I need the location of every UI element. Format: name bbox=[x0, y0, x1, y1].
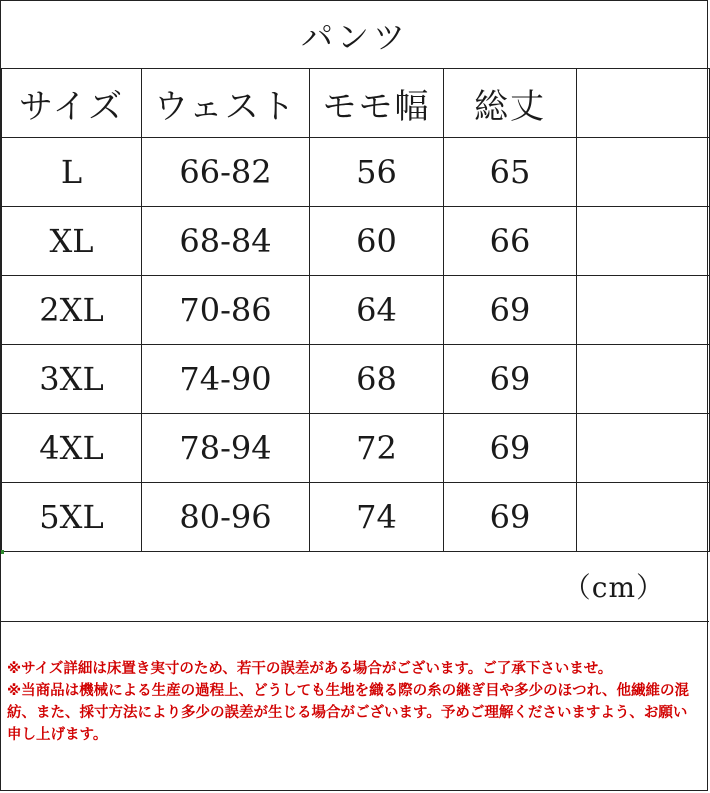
cell-empty bbox=[577, 483, 710, 552]
chart-title: パンツ bbox=[1, 1, 709, 69]
note-manufacturing: ※当商品は機械による生産の過程上、どうしても生地を織る際の糸の継ぎ目や多少のほつれ、他繊維の混紡、また、採寸方法により多少の誤差が生じる場合がございます。予めご理解くださいますよう、お願い申し上げます。 bbox=[7, 683, 689, 743]
cell-empty bbox=[577, 138, 710, 207]
cell-waist: 66-82 bbox=[142, 138, 310, 207]
cell-total-length: 69 bbox=[444, 345, 577, 414]
cell-waist: 78-94 bbox=[142, 414, 310, 483]
header-row bbox=[2, 69, 710, 138]
cell-waist: 68-84 bbox=[142, 207, 310, 276]
cell-total-length: 69 bbox=[444, 483, 577, 552]
cell-waist: 74-90 bbox=[142, 345, 310, 414]
header-total-length: 総丈 bbox=[444, 69, 577, 138]
cell-size: 5XL bbox=[2, 483, 142, 552]
cell-size: 3XL bbox=[2, 345, 142, 414]
header-empty bbox=[577, 69, 710, 138]
cell-thigh-width: 74 bbox=[310, 483, 444, 552]
table-row bbox=[2, 276, 710, 345]
unit-row bbox=[1, 550, 709, 622]
cell-thigh-width: 64 bbox=[310, 276, 444, 345]
cell-size: XL bbox=[2, 207, 142, 276]
cell-waist: 80-96 bbox=[142, 483, 310, 552]
size-table bbox=[1, 68, 710, 552]
cell-empty bbox=[577, 207, 710, 276]
unit-label: （cm） bbox=[562, 571, 665, 604]
cell-empty bbox=[577, 414, 710, 483]
cell-total-length: 69 bbox=[444, 276, 577, 345]
header-size: サイズ bbox=[2, 69, 142, 138]
cell-size: 4XL bbox=[2, 414, 142, 483]
cell-thigh-width: 56 bbox=[310, 138, 444, 207]
cell-thigh-width: 60 bbox=[310, 207, 444, 276]
cell-size: L bbox=[2, 138, 142, 207]
cell-total-length: 66 bbox=[444, 207, 577, 276]
note-measurement: ※サイズ詳細は床置き実寸のため、若干の誤差がある場合がございます。ご了承下さいませ。 bbox=[7, 661, 613, 677]
cell-total-length: 65 bbox=[444, 138, 577, 207]
cell-thigh-width: 68 bbox=[310, 345, 444, 414]
table-row bbox=[2, 345, 710, 414]
notes-section bbox=[7, 658, 697, 746]
cell-waist: 70-86 bbox=[142, 276, 310, 345]
table-row bbox=[2, 483, 710, 552]
table-row bbox=[2, 207, 710, 276]
header-thigh-width: モモ幅 bbox=[310, 69, 444, 138]
cell-total-length: 69 bbox=[444, 414, 577, 483]
cell-thigh-width: 72 bbox=[310, 414, 444, 483]
table-row bbox=[2, 138, 710, 207]
table-row bbox=[2, 414, 710, 483]
cell-size: 2XL bbox=[2, 276, 142, 345]
cell-empty bbox=[577, 276, 710, 345]
cell-empty bbox=[577, 345, 710, 414]
header-waist: ウェスト bbox=[142, 69, 310, 138]
